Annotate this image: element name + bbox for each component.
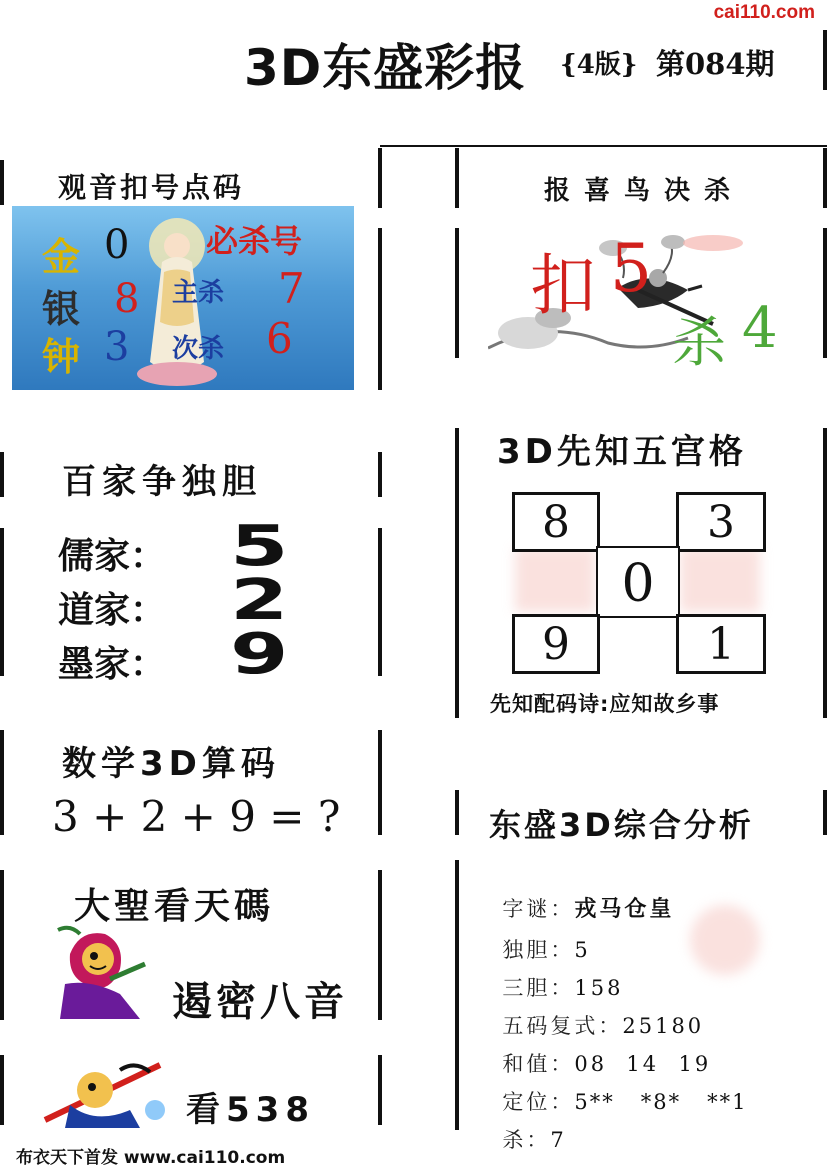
- analysis-key: 杀：: [502, 1128, 551, 1152]
- guanyin-row-yin: [42, 278, 80, 333]
- divider: [0, 870, 4, 1020]
- cisha-value: 6: [266, 314, 293, 363]
- analysis-key: 独胆：: [502, 938, 575, 962]
- edition-label: {4版}: [560, 50, 638, 80]
- guanyin-value-zhong: 3: [104, 324, 130, 370]
- analysis-value: 戎马仓皇: [574, 897, 675, 922]
- grid-smudge: [515, 548, 595, 612]
- divider: [823, 428, 827, 718]
- divider: [378, 730, 382, 835]
- baijia-title: 百家争独胆: [62, 462, 262, 502]
- footer-credit: 布衣天下首发 www.cai110.com: [16, 1148, 286, 1168]
- page-title: 3D东盛彩报: [244, 39, 527, 97]
- divider: [455, 228, 459, 358]
- grid-value-top-left: 8: [542, 497, 570, 548]
- zhusha-value: 7: [278, 264, 305, 313]
- analysis-smudge: [690, 905, 760, 975]
- divider: [455, 860, 459, 1130]
- metal-gold-label: 金: [42, 235, 81, 279]
- divider: [455, 148, 459, 208]
- cisha-label: 次杀: [172, 334, 225, 364]
- kou-label: 扣: [530, 247, 596, 324]
- divider: [823, 148, 827, 208]
- analysis-value: 5: [574, 938, 591, 962]
- divider: [823, 228, 827, 358]
- analysis-key: 字谜：: [502, 897, 575, 921]
- divider: [823, 790, 827, 835]
- dasheng-phrase: 遏密八音: [172, 979, 348, 1025]
- header-right-bar: [823, 30, 827, 90]
- divider: [455, 428, 459, 718]
- grid-value-bottom-left: 9: [542, 619, 570, 670]
- shuxue-title: 数学3D算码: [62, 744, 280, 784]
- top-right-rule: [380, 145, 827, 147]
- divider: [0, 528, 4, 676]
- wugong-poem: 先知配码诗:应知故乡事: [490, 692, 720, 716]
- analysis-value: 08 14 19: [574, 1052, 712, 1076]
- divider: [378, 452, 382, 497]
- guanyin-row-zhong: [42, 326, 80, 381]
- bisha-label: 必杀号: [206, 222, 303, 260]
- divider: [455, 790, 459, 835]
- analysis-key: 和值：: [502, 1052, 575, 1076]
- baijia-value-ru: 5: [230, 514, 289, 579]
- guanyin-row-jin: [42, 226, 80, 281]
- baijia-label-ru: 儒家：: [58, 536, 167, 577]
- divider: [0, 160, 4, 205]
- divider: [378, 870, 382, 1020]
- divider: [0, 730, 4, 835]
- divider: [378, 148, 382, 208]
- analysis-value: 5** *8* **1: [574, 1090, 748, 1114]
- divider: [0, 452, 4, 497]
- grid-cell-bottom-right: [676, 614, 766, 674]
- grid-value-bottom-right: 1: [707, 619, 735, 670]
- analysis-key: 三胆：: [502, 976, 575, 1000]
- analysis-key: 五码复式：: [502, 1014, 623, 1038]
- baijia-value-mo: 9: [230, 622, 289, 687]
- kou-value: 5: [610, 230, 652, 307]
- baijia-label-dao: 道家：: [58, 590, 167, 631]
- guanyin-title: 观音扣号点码: [58, 171, 245, 204]
- baoxi-title: 报喜鸟决杀: [544, 176, 745, 206]
- metal-silver-label: 银: [42, 287, 81, 331]
- metal-bell-label: 钟: [42, 335, 81, 379]
- guanyin-value-yin: 8: [114, 276, 140, 322]
- divider: [0, 1055, 4, 1125]
- grid-cell-top-left: [512, 492, 600, 552]
- zhusha-label: 主杀: [172, 278, 225, 308]
- grid-smudge: [680, 548, 760, 612]
- monkey-king-icon: [50, 924, 160, 1024]
- dasheng-title: 大聖看天碼: [74, 886, 275, 927]
- divider: [378, 1055, 382, 1125]
- divider: [378, 228, 382, 390]
- analysis-value: 25180: [622, 1014, 705, 1038]
- analysis-row-sha: [483, 1100, 567, 1154]
- issue-number: 第084期: [656, 47, 775, 81]
- monkey-cudgel-icon: [40, 1050, 170, 1130]
- guanyin-panel: [12, 206, 354, 390]
- dasheng-kan: 看538: [186, 1090, 315, 1130]
- divider: [378, 528, 382, 676]
- grid-value-top-right: 3: [707, 497, 735, 548]
- baijia-value-dao: 2: [230, 568, 289, 633]
- wugong-title: 3D先知五宫格: [497, 432, 747, 472]
- grid-cell-top-right: [676, 492, 766, 552]
- dongsheng-title: 东盛3D综合分析: [489, 806, 754, 844]
- shuxue-equation: 3 + 2 + 9 = ?: [52, 792, 341, 841]
- grid-value-center: 0: [621, 554, 655, 614]
- grid-cell-center: [596, 546, 680, 618]
- grid-cell-bottom-left: [512, 614, 600, 674]
- site-watermark: cai110.com: [713, 2, 815, 23]
- baijia-label-mo: 墨家：: [58, 644, 167, 685]
- sha-value: 4: [742, 296, 778, 361]
- analysis-value: 7: [550, 1128, 567, 1152]
- guanyin-value-jin: 0: [104, 222, 130, 268]
- analysis-value: 158: [574, 976, 624, 1000]
- analysis-key: 定位：: [502, 1090, 575, 1114]
- sha-label: 杀: [672, 311, 726, 374]
